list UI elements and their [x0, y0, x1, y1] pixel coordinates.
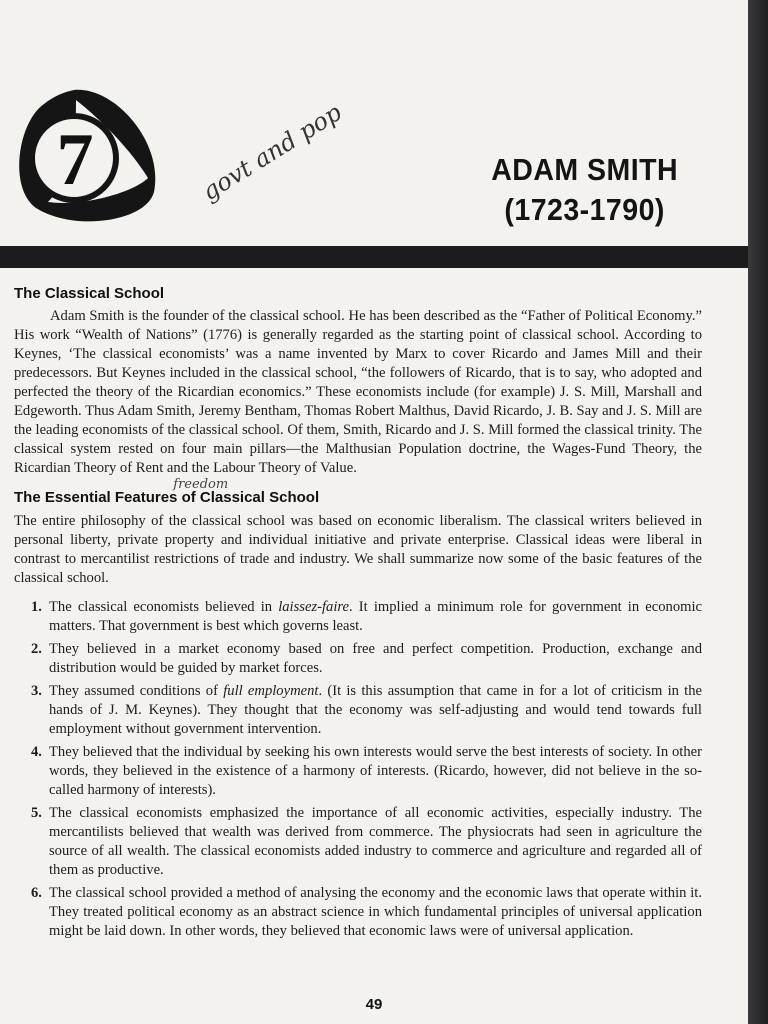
features-list: [14, 598, 702, 941]
classical-school-paragraph: Adam Smith is the founder of the classical school. He has been described as the “Father of Political Economy.” His work “Wealth of Nations” (1776) is generally regarded as the starting point of classical school. According to Keynes, ‘The classical economists’ was a name invented by Marx to cover Ricardo and James Mill and their predecessors. But Keynes included in the classical school, “the followers of Ricardo, that is to say, who adopted and perfected the theory of the Ricardian economics.” These economists include (for example) J. S. Mill, Marshall and Edgeworth. Thus Adam Smith, Jeremy Bentham, Thomas Robert Malthus, David Ricardo, J. B. Say and J. S. Mill are the leading economists of the classical school. Of them, Smith, Ricardo and J. S. Mill formed the classical trinity. The classical system rested on four main pillars—the Malthusian Population doctrine, the Wages-Fund Theory, the Ricardian Theory of Rent and the Labour Theory of Value.: [14, 308, 702, 476]
section-heading-classical-school: The Classical School: [14, 285, 165, 302]
chapter-title-name: ADAM SMITH: [491, 152, 678, 187]
handwritten-note: govt and pop: [197, 98, 347, 206]
feature-text: They believed that the individual by seeking his own interests would serve the best interests of society. In other words, they believed in the existence of a harmony of interests. (Ricardo, however, did not believe in the so-called harmony of interests).: [49, 744, 702, 798]
feature-item: [14, 640, 702, 678]
feature-number: 1.: [31, 599, 42, 615]
feature-text-after: . It implied a minimum role for government in economic matters. That government is best which governs least.: [49, 599, 703, 634]
chapter-title-years: (1723-1790): [504, 192, 665, 227]
page-number: 49: [365, 996, 383, 1013]
feature-text: They believed in a market economy based on free and perfect competition. Production, exchange and distribution would be guided by market forces.: [49, 641, 702, 676]
feature-item: [14, 884, 702, 941]
chapter-number: 7: [56, 119, 94, 201]
feature-number: 4.: [31, 744, 42, 760]
feature-text: The classical economists believed in: [49, 599, 279, 615]
chapter-title: [491, 150, 678, 230]
feature-text: They assumed conditions of: [49, 683, 224, 699]
handwritten-note-freedom: freedom: [173, 477, 229, 492]
feature-number: 5.: [31, 805, 42, 821]
feature-emphasis: laissez-faire: [278, 599, 350, 615]
feature-text: The classical economists emphasized the importance of all economic activities, especially industry. The mercantilists believed that wealth was derived from commerce. The physiocrats had seen in agriculture the source of all wealth. The classical economists added industry to commerce and agriculture and regarded all of them as productive.: [49, 805, 702, 878]
essential-features-heading-text: The Essential Features of Classical School: [14, 489, 320, 506]
feature-text: The classical school provided a method of analysing the economy and the economic laws that operate within it. They treated political economy as an abstract science in which fundamental principles of universal application might be laid down. In other words, they believed that economic laws were of universal application.: [49, 885, 702, 939]
header-rule: [0, 246, 748, 268]
feature-text-after: . (It is this assumption that came in for a lot of criticism in the hands of J. M. Keynes). They thought that the economy was self-adjusting and would tend towards full employment without government intervention.: [49, 683, 703, 737]
section-heading-essential-features: [14, 477, 702, 508]
background-surface: [748, 0, 768, 1024]
feature-number: 3.: [31, 683, 42, 699]
feature-number: 2.: [31, 641, 42, 657]
feature-item: [14, 598, 702, 636]
essential-features-intro: The entire philosophy of the classical school was based on economic liberalism. The classical writers believed in personal liberty, private property and individual initiative and private enterprise. Classical ideas were liberal in contrast to mercantilist restrictions of trade and industry. We shall summarize now some of the basic features of the classical school.: [14, 513, 702, 586]
feature-number: 6.: [31, 885, 42, 901]
feature-item: [14, 743, 702, 800]
feature-item: [14, 682, 702, 739]
page-content: [14, 284, 702, 945]
feature-item: [14, 804, 702, 880]
feature-emphasis: full employment: [223, 683, 319, 699]
